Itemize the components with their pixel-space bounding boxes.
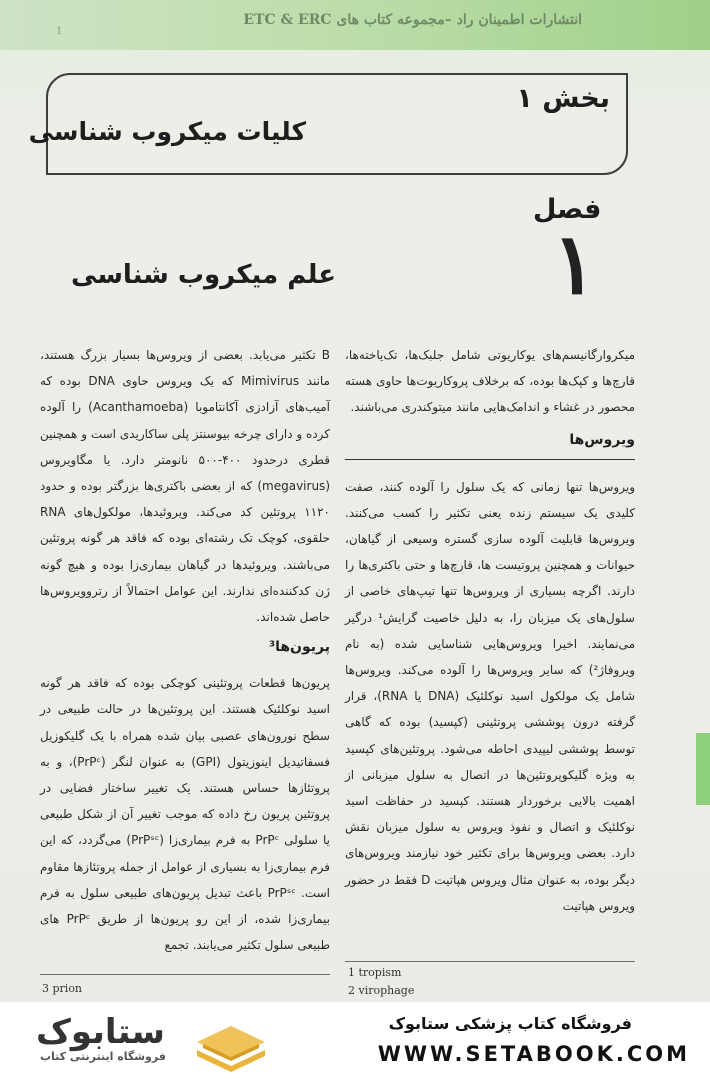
left-footnote-rule <box>40 974 330 975</box>
viruses-paragraph: ویروس‌ها تنها زمانی که یک سلول را آلوده کنند، صفت کلیدی یک سیستم زنده یعنی تکثیر را کسب می‌کنند. ویروس‌ها قابلیت آلوده سازی گستره وسیعی از گیاهان، حیوانات و همچنین پروتیست ها، قارچ‌ها و حتی باکتری‌ها را دارند. اگرچه بسیاری از ویروس‌ها تنها تیپ‌های خاصی از سلول‌های یک میزبان را، به دلیل خاصیت گرایش¹ درگیر می‌نمایند. اخیرا ویروس‌هایی شناسایی شده (به نام ویروفاژ²) که سایر ویروس‌ها را آلوده می‌کند. ویروس‌ها شامل یک مولکول اسید نوکلئیک (DNA یا RNA)، قرار گرفته درون پوششی پروتئینی (کپسید) بوده که گاهی توسط پوششی لیپیدی احاطه می‌شود. پروتئین‌های کپسید به ویژه گلیکوپروتئین‌ها در اتصال به سلول میزبانی از اهمیت بالایی برخوردار هستند. کپسید در حفاظت اسید نوکلئیک و اتصال و نفوذ ویروس به سلول میزبان نقش دارد. بعضی ویروس‌ها برای تکثیر خود نیازمند ویروس‌های دیگر بوده، به عنوان مثال ویروس هپاتیت D فقط در حضور ویروس هپاتیت <box>345 479 636 913</box>
right-footnote-rule <box>345 961 635 962</box>
viruses-heading: ویروس‌ها <box>569 431 635 448</box>
chapter-side-tab <box>696 733 710 805</box>
footnote-virophage: 2 virophage <box>348 984 415 997</box>
viruses-continued-paragraph: B تکثیر می‌یابد. بعضی از ویروس‌ها بسیار بزرگ هستند، مانند Mimivirus که یک ویروس حاوی DNA بوده که آمیب‌های آزادزی آکانتاموبا (Acanthamoeba) را آلوده کرده و دارای چرخه بیوسنتز پلی ساکاریدی است و همچنین قطری درحدود ۴۰۰-۵۰۰ نانومتر دارد. یا مگاویروس (megavirus) که از بعضی باکتری‌ها بزرگتر بوده و حدود ۱۱۲۰ پروتئین کد می‌کند. ویروئیدها، مولکول‌های RNA حلقوی، کوچک تک رشته‌ای بوده که فاقد هر گونه پروتئین می‌باشند. ویروئیدها در گیاهان بیماری‌زا بوده و هیچ گونه ژن کدکننده‌ای ندارند. این عوامل احتمالاً از رتروویروس‌ها حاصل شده‌اند. <box>40 348 330 625</box>
left-column <box>40 342 330 958</box>
prions-paragraph: پریون‌ها قطعات پروتئینی کوچکی بوده که فاقد هر گونه اسید نوکلئیک هستند. این پروتئین‌ها در حالت طبیعی در سطح نورون‌های عصبی بیان شده همراه با یک گلیکوزیل فسفاتیدیل اینوزیتول (GPI) به عنوان لنگر (PrPᶜ)، و به پروتئازها حساس هستند. یک تغییر ساختار فضایی در پروتئین پریون رخ داده که موجب تغییر آن از شکل طبیعی یا سلولی PrPᶜ به فرم بیماری‌زا (PrPˢᶜ) می‌گردد، که این فرم بیماری‌زا به بسیاری از عوامل از جمله پروتئازها مقاوم است. PrPˢᶜ باعث تبدیل پریون‌های طبیعی سلول به فرم بیماری‌زا شده، از این رو پریون‌ها از طریق PrPᶜ های طبیعی سلول تکثیر می‌یابند. تجمع <box>40 676 331 953</box>
part-subtitle: کلیات میکروب شناسی <box>28 117 306 146</box>
part-label: بخش ۱ <box>516 83 610 114</box>
logo-wordmark: ستابوک <box>36 1012 165 1052</box>
chapter-title: علم میکروب شناسی <box>71 260 336 290</box>
chapter-number: ۱ <box>552 214 598 313</box>
store-name: فروشگاه کتاب پزشکی ستابوک <box>388 1014 632 1033</box>
footnote-tropism: 1 tropism <box>348 966 402 979</box>
running-header: انتشارات اطمینان راد –مجموعه کتاب های ETC & ERC <box>243 12 582 28</box>
prions-heading: پریون‌ها³ <box>268 639 330 656</box>
part-title-box <box>28 73 628 175</box>
right-column <box>345 342 635 919</box>
footnote-prion: 3 prion <box>42 982 83 995</box>
intro-paragraph: میکروارگانیسم‌های یوکاریوتی شامل جلبک‌ها، تک‌یاخته‌ها، قارچ‌ها و کپک‌ها بوده، که برخلاف پروکاریوت‌ها حاوی هسته محصور در غشاء و اندامک‌هایی مانند میتوکندری می‌باشند. <box>345 348 635 415</box>
heading-rule <box>345 459 635 460</box>
store-url[interactable]: WWW.SETABOOK.COM <box>377 1042 690 1066</box>
page-number: 1 <box>56 26 63 37</box>
book-stack-icon <box>195 1020 267 1076</box>
chapter-word: فصل <box>533 194 602 225</box>
logo-tagline: فروشگاه اینترنتی کتاب <box>40 1050 166 1063</box>
